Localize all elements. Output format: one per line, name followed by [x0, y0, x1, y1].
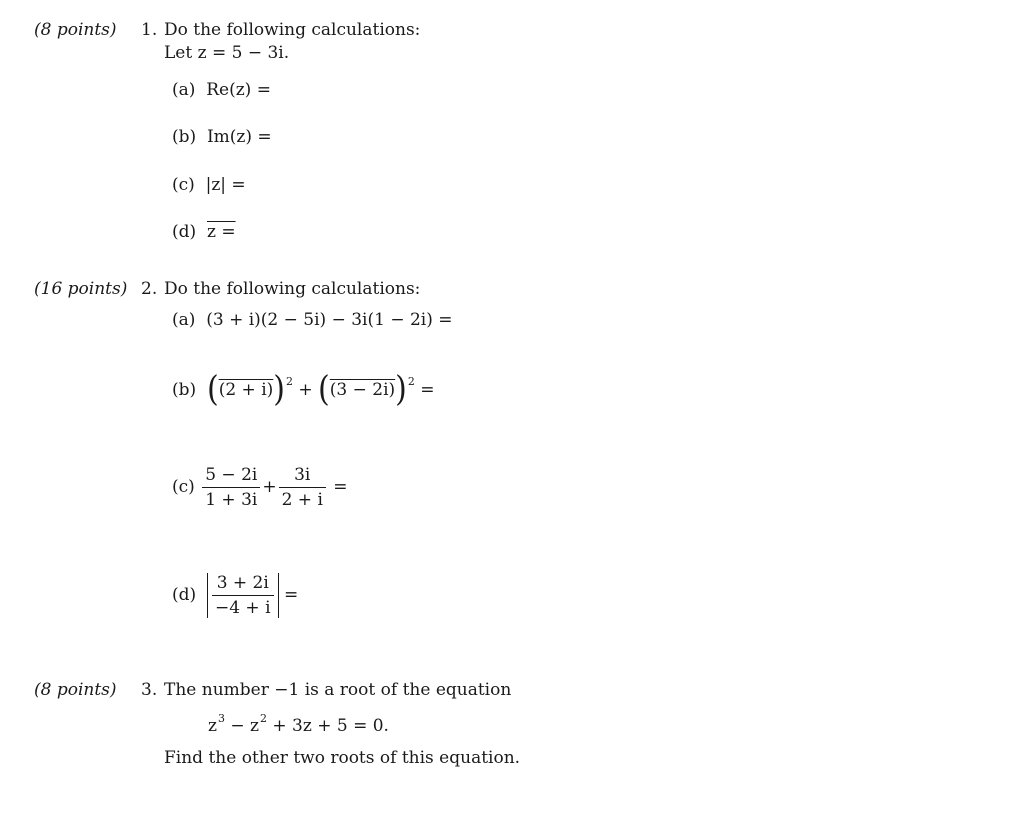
exponent: 3	[217, 712, 225, 725]
part-label: (b)	[172, 127, 197, 147]
problem-3-closing: Find the other two roots of this equation.	[164, 748, 521, 768]
problem-2-part-b	[172, 368, 435, 412]
exponent: 2	[407, 374, 415, 388]
equation-term: z	[208, 716, 217, 736]
equation-term: − z	[224, 716, 259, 736]
conjugate-term-1: (2 + i)	[218, 380, 274, 400]
problem-1-setup: Let z = 5 − 3i.	[164, 43, 290, 63]
problem-3-intro: The number −1 is a root of the equation	[164, 680, 512, 700]
problem-1-points: (8 points)	[34, 20, 117, 40]
fraction	[212, 573, 274, 618]
problem-2-part-a	[172, 310, 453, 330]
part-expression: Im(z) =	[206, 127, 272, 147]
part-label: (c)	[172, 175, 195, 195]
equation-term: + 3z + 5 = 0.	[266, 716, 389, 736]
problem-1-intro: Do the following calculations:	[164, 20, 421, 40]
denominator: −4 + i	[212, 595, 274, 618]
part-expression: (3 + i)(2 − 5i) − 3i(1 − 2i) =	[206, 310, 453, 330]
equals-sign: =	[283, 585, 299, 605]
numerator: 3i	[294, 464, 311, 485]
problem-1-part-a	[172, 80, 271, 100]
open-paren: (	[318, 369, 330, 410]
absolute-value	[207, 573, 279, 618]
numerator: 3 + 2i	[216, 572, 269, 593]
problem-2-number: 2.	[141, 279, 158, 299]
conjugate-term-2: (3 − 2i)	[329, 380, 396, 400]
part-expression: Re(z) =	[206, 80, 271, 100]
denominator: 2 + i	[279, 487, 326, 510]
exponent: 2	[285, 374, 293, 388]
fraction-2	[279, 465, 326, 510]
part-label: (d)	[172, 222, 197, 242]
part-expression: |z| =	[205, 175, 246, 195]
part-label: (d)	[172, 585, 197, 605]
denominator: 1 + 3i	[202, 487, 260, 510]
part-label: (c)	[172, 477, 195, 497]
problem-3-number: 3.	[141, 680, 158, 700]
problem-2-part-c	[172, 462, 348, 512]
equals-sign: =	[420, 380, 435, 400]
problem-3-points: (8 points)	[34, 680, 117, 700]
part-label: (a)	[172, 80, 196, 100]
fraction-1	[202, 465, 260, 510]
close-paren: )	[273, 369, 285, 410]
problem-2-intro: Do the following calculations:	[164, 279, 421, 299]
problem-3-equation	[208, 712, 389, 736]
problem-1-part-b	[172, 127, 272, 147]
plus-operator: +	[262, 477, 277, 497]
plus-operator: +	[298, 380, 313, 400]
open-paren: (	[206, 369, 219, 410]
problem-1-number: 1.	[141, 20, 158, 40]
equals-sign: =	[333, 477, 348, 497]
numerator: 5 − 2i	[205, 464, 258, 485]
problem-1-part-c	[172, 175, 246, 195]
part-expression: z =	[206, 222, 236, 242]
exponent: 2	[259, 712, 267, 725]
close-paren: )	[395, 369, 407, 410]
problem-1-part-d	[172, 222, 236, 242]
problem-2-points: (16 points)	[34, 279, 128, 299]
problem-2-part-d	[172, 570, 298, 620]
part-label: (a)	[172, 310, 196, 330]
part-label: (b)	[172, 380, 197, 400]
